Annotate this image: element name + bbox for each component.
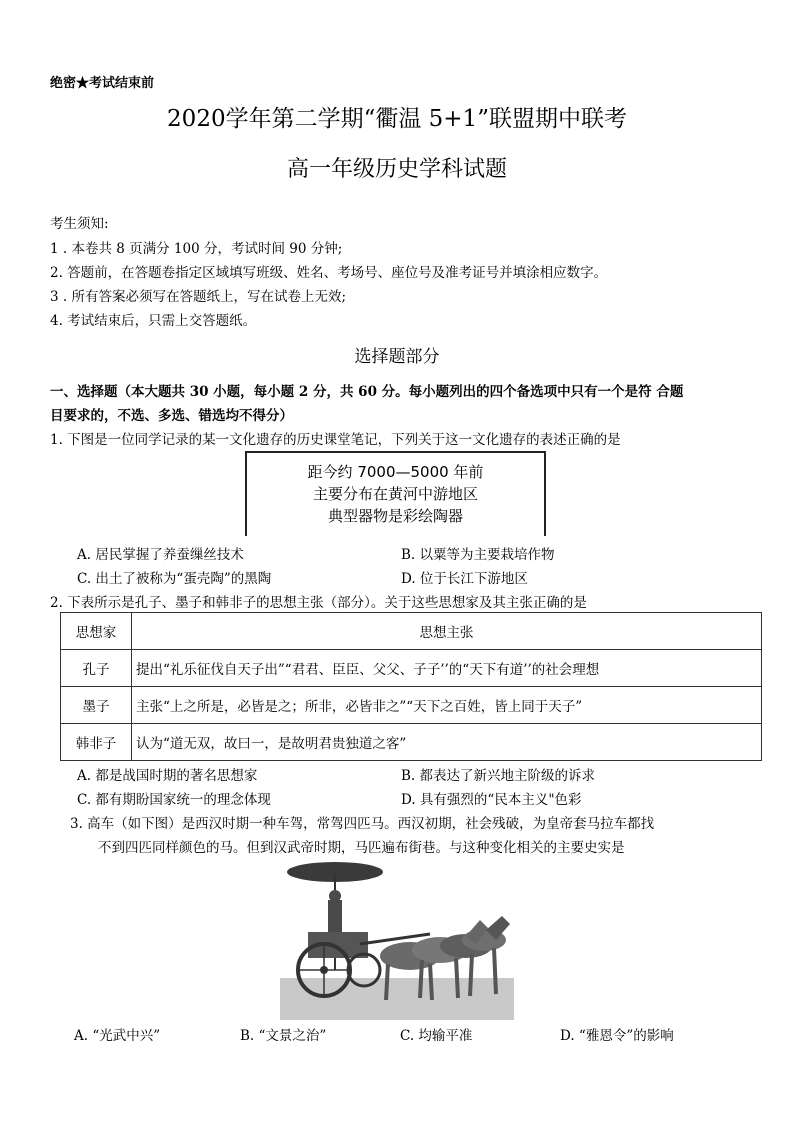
table-cell: 主张“上之所是，必皆是之；所非，必皆非之”“天下之百姓，皆上同于天子” — [132, 687, 762, 724]
q2-option-a[interactable]: A. 都是战国时期的著名思想家 — [77, 768, 258, 784]
table-header-row — [61, 613, 762, 650]
exam-title: 2020学年第二学期“衢温 5+1”联盟期中联考 — [167, 106, 627, 132]
table-row — [61, 724, 762, 761]
table-cell: 韩非子 — [61, 724, 132, 761]
section-instruction: 目要求的，不选、多选、错选均不得分） — [50, 408, 293, 424]
question-2-stem: 2. 下表所示是孔子、墨子和韩非子的思想主张（部分）。关于这些思想家及其主张正确的是 — [50, 595, 587, 611]
table-header-cell: 思想家 — [61, 613, 132, 650]
question-3-stem: 不到四匹同样颜色的马。但到汉武帝时期，马匹遍布街巷。与这种变化相关的主要史实是 — [98, 840, 625, 856]
table-header-cell: 思想主张 — [132, 613, 762, 650]
note-line: 主要分布在黄河中游地区 — [312, 485, 478, 503]
q3-option-b[interactable]: B. “文景之治” — [240, 1028, 327, 1044]
class-note-box — [245, 451, 546, 536]
table-row — [61, 650, 762, 687]
exam-subtitle: 高一年级历史学科试题 — [286, 157, 507, 182]
note-line: 距今约 7000—5000 年前 — [307, 463, 484, 481]
q1-option-a[interactable]: A. 居民掌握了养蚕缫丝技术 — [77, 547, 244, 563]
table-cell: 墨子 — [61, 687, 132, 724]
notice-item: 4. 考试结束后，只需上交答题纸。 — [50, 313, 257, 329]
notice-item: 1 . 本卷共 8 页满分 100 分，考试时间 90 分钟; — [50, 241, 343, 257]
secret-label: 绝密★考试结束前 — [50, 76, 155, 91]
q1-option-b[interactable]: B. 以粟等为主要栽培作物 — [401, 547, 555, 563]
section-instruction: 一、选择题（本大题共 30 小题，每小题 2 分，共 60 分。每小题列出的四个备选项中只有一个是符 合题 — [50, 384, 684, 400]
table-cell: 孔子 — [61, 650, 132, 687]
question-3-stem: 3. 高车（如下图）是西汉时期一种车驾，常驾四匹马。西汉初期，社会残破，为皇帝套马拉车都找 — [70, 816, 655, 832]
q1-option-c[interactable]: C. 出土了被称为“蛋壳陶”的黑陶 — [77, 571, 272, 587]
q2-option-c[interactable]: C. 都有期盼国家统一的理念体现 — [77, 792, 271, 808]
q3-option-a[interactable]: A. “光武中兴” — [74, 1028, 161, 1044]
thinkers-table — [60, 612, 762, 761]
bronze-chariot-image — [280, 860, 514, 1020]
table-cell: 认为“道无双，故曰一，是故明君贵独道之客” — [132, 724, 762, 761]
notice-heading: 考生须知: — [50, 216, 109, 232]
note-line: 典型器物是彩绘陶器 — [327, 507, 463, 525]
q3-option-d[interactable]: D. “雅恩令”的影响 — [560, 1028, 674, 1044]
section-title: 选择题部分 — [354, 347, 440, 367]
table-row — [61, 687, 762, 724]
notice-item: 3 . 所有答案必须写在答题纸上，写在试卷上无效; — [50, 289, 347, 305]
q1-option-d[interactable]: D. 位于长江下游地区 — [401, 571, 528, 587]
q3-option-c[interactable]: C. 均输平准 — [400, 1028, 473, 1044]
q2-option-d[interactable]: D. 具有强烈的“民本主义"色彩 — [401, 792, 582, 808]
question-1-stem: 1. 下图是一位同学记录的某一文化遗存的历史课堂笔记，下列关于这一文化遗存的表述正确的是 — [50, 432, 621, 448]
notice-item: 2. 答题前，在答题卷指定区域填写班级、姓名、考场号、座位号及准考证号并填涂相应数字。 — [50, 265, 608, 281]
table-cell: 提出“礼乐征伐自天子出”“君君、臣臣、父父、子子’’的“天下有道’’的社会理想 — [132, 650, 762, 687]
q2-option-b[interactable]: B. 都表达了新兴地主阶级的诉求 — [401, 768, 596, 784]
